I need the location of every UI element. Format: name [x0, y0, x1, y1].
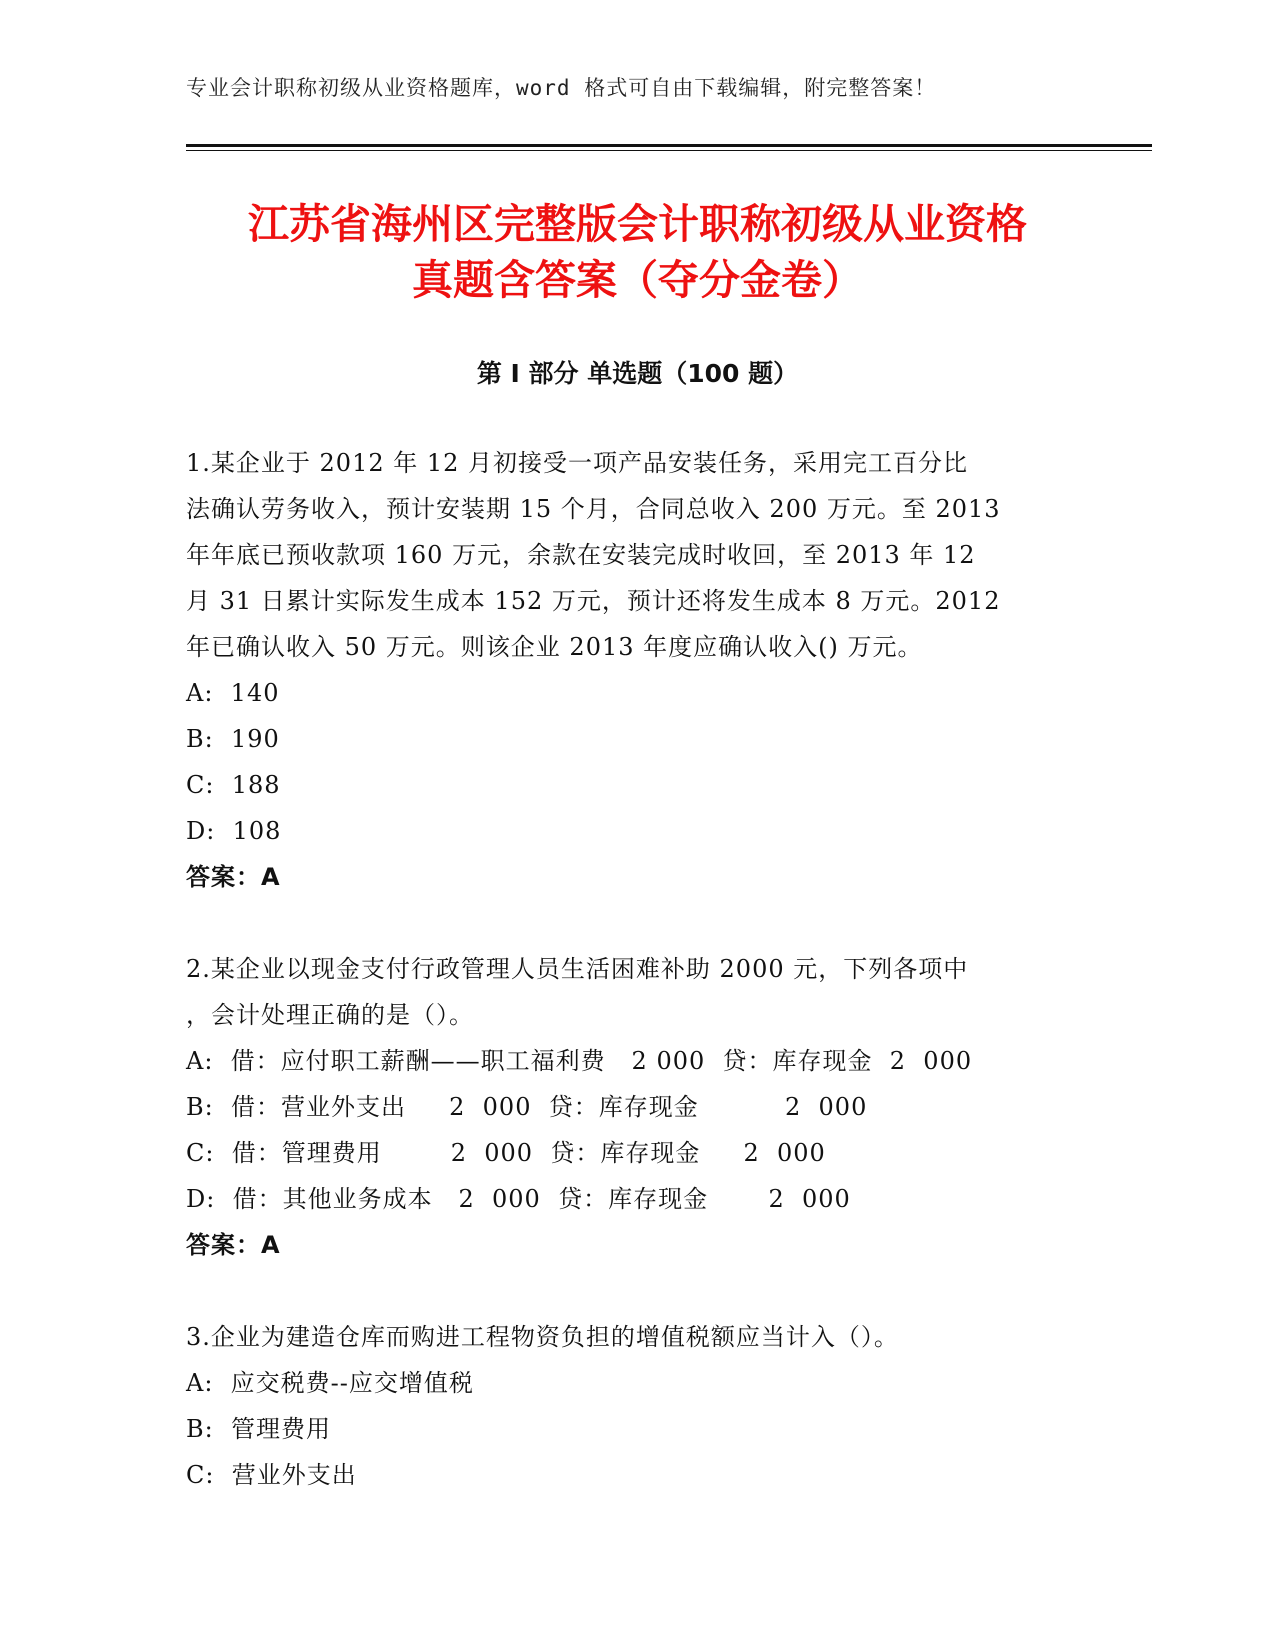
question-stem-line: 法确认劳务收入，预计安装期 15 个月，合同总收入 200 万元。至 2013 — [186, 495, 1001, 523]
document-title — [150, 196, 1125, 308]
question-1 — [186, 440, 1086, 900]
question-stem-line: 2.某企业以现金支付行政管理人员生活困难补助 2000 元，下列各项中 — [186, 955, 969, 983]
option-c: C: 借：管理费用 2 000 贷：库存现金 2 000 — [186, 1139, 826, 1167]
title-line-1: 江苏省海州区完整版会计职称初级从业资格 — [248, 200, 1027, 248]
question-spacer — [186, 900, 1086, 946]
header-rule-thick — [186, 144, 1152, 147]
option-b: B: 管理费用 — [186, 1415, 331, 1443]
option-d: D: 108 — [186, 817, 282, 845]
question-stem-line: 月 31 日累计实际发生成本 152 万元，预计还将发生成本 8 万元。2012 — [186, 587, 1001, 615]
answer-line: 答案：A — [186, 1231, 281, 1259]
option-c: C: 188 — [186, 771, 281, 799]
header-rule-thin — [186, 150, 1152, 151]
option-c: C: 营业外支出 — [186, 1461, 357, 1489]
section-heading: 第 I 部分 单选题（100 题） — [476, 359, 799, 388]
question-stem-line: 年年底已预收款项 160 万元，余款在安装完成时收回，至 2013 年 12 — [186, 541, 976, 569]
option-a: A: 应交税费--应交增值税 — [186, 1369, 474, 1397]
option-b: B: 借：营业外支出 2 000 贷：库存现金 2 000 — [186, 1093, 868, 1121]
question-stem-line: 3.企业为建造仓库而购进工程物资负担的增值税额应当计入（）。 — [186, 1323, 899, 1351]
question-spacer — [186, 1268, 1086, 1314]
header-note: 专业会计职称初级从业资格题库，word 格式可自由下载编辑，附完整答案！ — [186, 76, 937, 100]
title-line-2: 真题含答案（夺分金卷） — [412, 256, 863, 304]
option-a: A: 140 — [186, 679, 280, 707]
option-d: D: 借：其他业务成本 2 000 贷：库存现金 2 000 — [186, 1185, 851, 1213]
option-a: A: 借：应付职工薪酬——职工福利费 2 000 贷：库存现金 2 000 — [186, 1047, 973, 1075]
option-b: B: 190 — [186, 725, 280, 753]
question-stem-line: 年已确认收入 50 万元。则该企业 2013 年度应确认收入() 万元。 — [186, 633, 923, 661]
question-list — [186, 440, 1086, 1498]
question-3 — [186, 1314, 1086, 1498]
question-stem-line: 1.某企业于 2012 年 12 月初接受一项产品安装任务，采用完工百分比 — [186, 449, 969, 477]
answer-line: 答案：A — [186, 863, 281, 891]
question-2 — [186, 946, 1086, 1268]
question-stem-line: ，会计处理正确的是（）。 — [186, 1001, 474, 1029]
